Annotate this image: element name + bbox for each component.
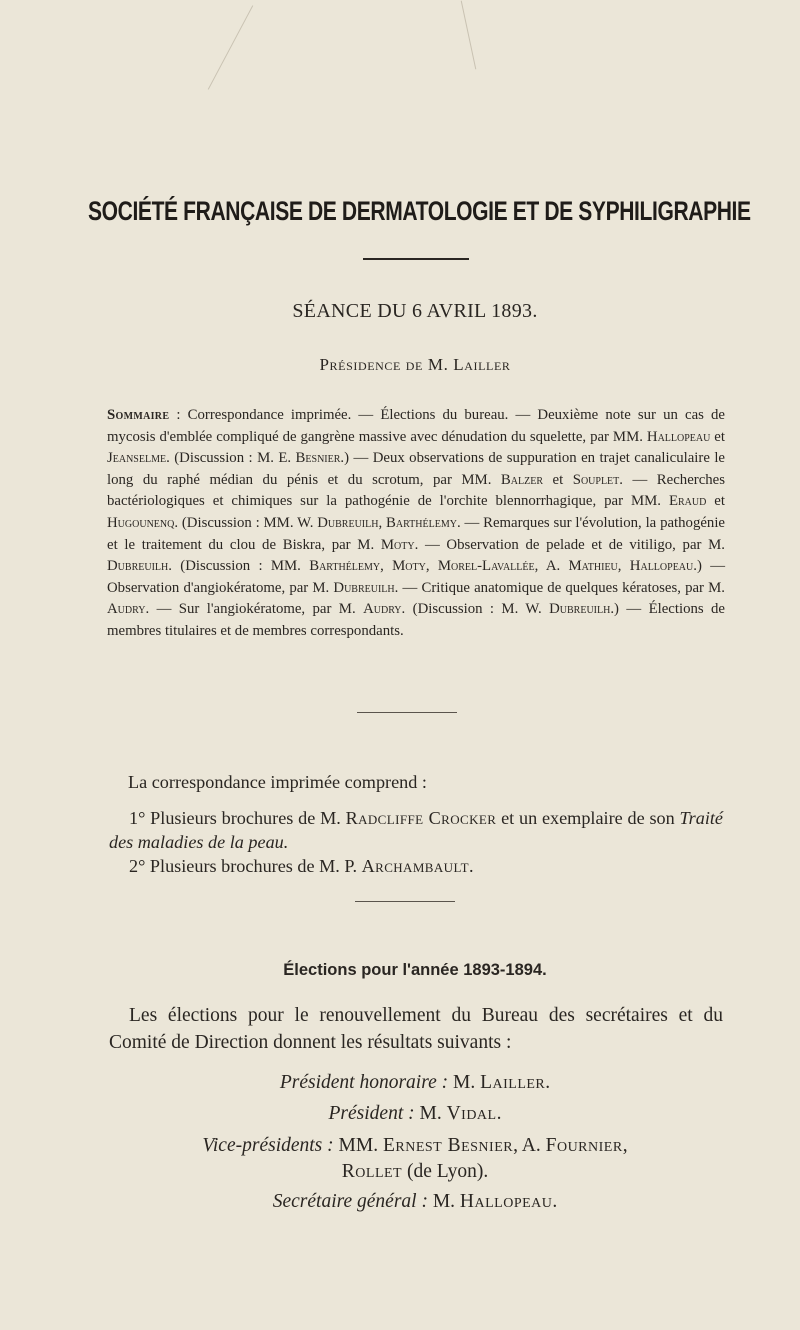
page-scratch-mark — [461, 1, 477, 70]
sommaire-text: . (Discussion : M. W. — [401, 601, 550, 618]
sommaire-text: . — Critique anatomique de quelques kératoses, par M. — [394, 579, 725, 596]
officer-suffix: . — [552, 1191, 558, 1212]
author-name: Radcliffe Crocker — [345, 808, 497, 828]
author-name: Balzer — [500, 471, 544, 488]
officer-name: Vidal — [446, 1103, 497, 1124]
item-text: . — [468, 856, 474, 876]
presidence-prefix: Présidence de — [319, 355, 423, 374]
item-text: 2° Plusieurs brochures de M. P. — [129, 856, 362, 876]
officer-name: Hallopeau — [459, 1191, 553, 1212]
officer-prefix: MM. — [333, 1135, 383, 1156]
elections-intro — [109, 1002, 723, 1056]
author-name: Jeanselme — [107, 450, 167, 467]
officer-role: Secrétaire général : — [272, 1191, 428, 1212]
sommaire-text: . (Discussion : MM. W. — [174, 514, 318, 531]
sommaire-text: . — Recherches bactériologiques et chimiques sur la pathogénie de l'orchite blennorrhagique, par MM. — [107, 471, 725, 510]
officer-middle: , A. — [513, 1135, 546, 1156]
author-name: Hugounenq — [107, 514, 175, 531]
author-name: Barthélemy, Moty, Morel-Lavallée, A. Mathieu, Hallopeau — [309, 558, 694, 575]
author-name: Hallopeau — [646, 428, 711, 445]
society-title: SOCIÉTÉ FRANÇAISE DE DERMATOLOGIE ET DE SYPHILIGRAPHIE — [88, 196, 751, 226]
presidence-line — [0, 355, 800, 375]
officer-name: Ernest Besnier — [382, 1135, 514, 1156]
officer-suffix: , — [622, 1135, 628, 1156]
sommaire-text: et — [706, 493, 725, 510]
sommaire-text: , — [378, 514, 386, 531]
item-text: et un exemplaire de son — [496, 808, 680, 828]
page-scratch-mark — [208, 5, 253, 89]
sommaire-text: et — [543, 471, 573, 488]
sommaire-paragraph — [107, 405, 725, 643]
sommaire-text: . — Sur l'angiokératome, par M. — [145, 601, 364, 618]
author-name: Dubreuilh — [107, 558, 169, 575]
item-text: 1° Plusieurs brochures de M. — [129, 808, 346, 828]
sommaire-text: .) — Élections de membres titulaires et de membres correspondants. — [107, 601, 725, 639]
author-name: Archambault — [361, 856, 469, 876]
seance-date: SÉANCE DU 6 AVRIL 1893. — [292, 300, 538, 322]
author-name: Dubreuilh — [549, 601, 611, 618]
correspondance-item-2 — [109, 854, 723, 878]
officer-name: Lailler — [480, 1072, 546, 1093]
officer-role: Président honoraire : — [279, 1072, 449, 1093]
officer-president — [0, 1100, 800, 1127]
correspondance-intro: La correspondance imprimée comprend : — [128, 772, 427, 792]
sommaire-text: . — Remarques sur l'évolution, la pathogénie et le traitement du clou de Biskra, par M. — [107, 514, 725, 553]
officer-vice-presidents-cont — [0, 1158, 800, 1185]
author-name: Audry — [107, 601, 146, 618]
correspondance-item-1 — [109, 806, 723, 854]
sommaire-text: . (Discussion : MM. — [168, 558, 310, 575]
officer-vice-presidents — [0, 1132, 800, 1159]
correspondance-list — [109, 806, 723, 878]
sommaire-text: . — Observation de pelade et de vitiligo, par M. — [414, 536, 725, 553]
officer-prefix: M. — [448, 1072, 481, 1093]
author-name: Besnier — [295, 450, 341, 467]
sommaire-text: : Correspondance imprimée. — Élections du bureau. — Deuxième note sur un cas de mycosis d'emblée compliqué de gangrène massive avec dénudation du squelette, par MM. — [107, 407, 725, 445]
sommaire-text: .) — Deux observations de suppuration en trajet canaliculaire le long du raphé médian du pénis et du scrotum, par MM. — [107, 450, 725, 488]
officer-suffix: . — [545, 1072, 551, 1093]
officer-role: Vice-présidents : — [202, 1135, 334, 1156]
officer-role: Président : — [328, 1103, 415, 1124]
officer-name: Fournier — [545, 1135, 623, 1156]
author-name: Moty — [380, 536, 415, 553]
officer-prefix: M. — [427, 1191, 460, 1212]
sommaire-text: .) — Observation d'angiokératome, par M. — [107, 558, 725, 596]
author-name: Audry — [363, 601, 402, 618]
author-name: Barthélemy — [386, 514, 457, 531]
officer-secretaire-general — [0, 1188, 800, 1215]
author-name: Souplet — [572, 471, 620, 488]
sommaire-text: . (Discussion : M. E. — [166, 450, 296, 467]
officer-suffix: (de Lyon). — [402, 1161, 489, 1182]
section-divider — [357, 712, 457, 713]
sommaire-text: et — [710, 428, 725, 445]
officer-prefix: M. — [414, 1103, 447, 1124]
title-divider — [363, 258, 469, 260]
book-title: Traité des maladies de la peau. — [109, 808, 723, 852]
author-name: Dubreuilh — [317, 514, 379, 531]
section-divider — [355, 901, 455, 902]
officer-president-honoraire — [0, 1069, 800, 1096]
presidence-name: M. Lailler — [427, 355, 511, 374]
sommaire-label: Sommaire — [107, 407, 170, 423]
officer-suffix: . — [496, 1103, 502, 1124]
elections-intro-text: Les élections pour le renouvellement du Bureau des secrétaires et du Comité de Direction donnent les résultats suivants : — [109, 1005, 723, 1053]
author-name: Dubreuilh — [333, 579, 395, 596]
officer-name: Rollet — [341, 1161, 403, 1182]
author-name: Eraud — [668, 493, 707, 510]
elections-heading: Élections pour l'année 1893-1894. — [283, 961, 547, 979]
